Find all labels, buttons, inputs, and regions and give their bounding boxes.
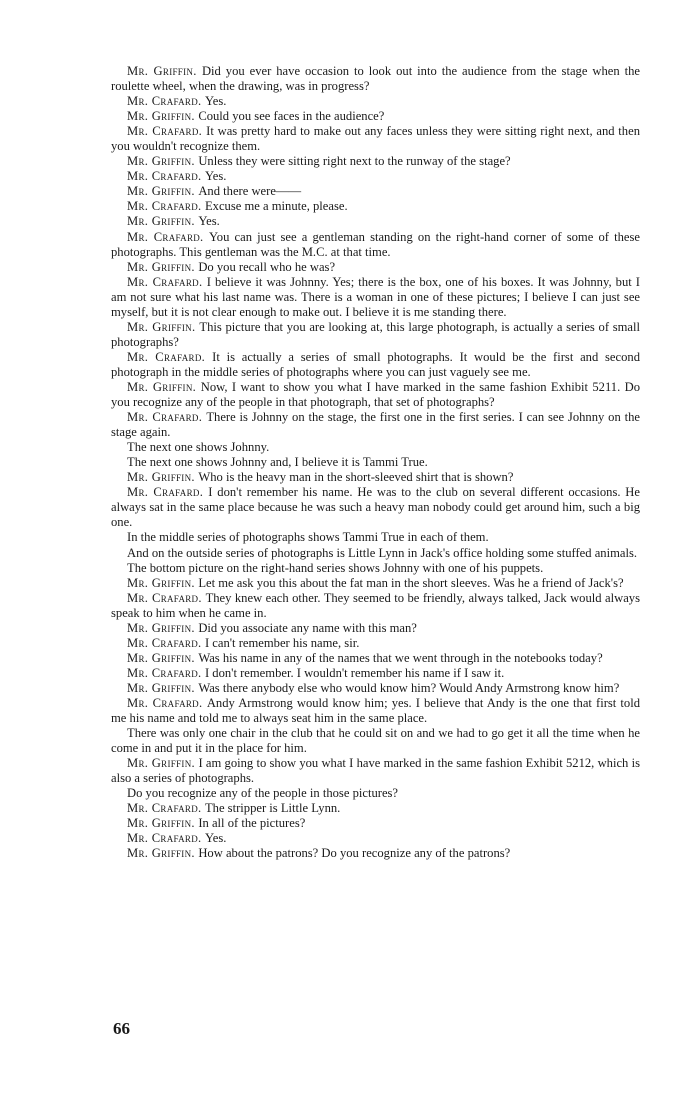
testimony-paragraph — [111, 275, 640, 320]
speaker-label: Mr. Griffin. — [127, 64, 197, 78]
speaker-label: Mr. Crafard. — [127, 665, 202, 680]
testimony-paragraph — [111, 94, 640, 109]
speaker-label: Mr. Griffin. — [127, 379, 197, 394]
utterance-text: Let me ask you this about the fat man in the short sleeves. Was he a friend of Jack's? — [198, 575, 624, 590]
testimony-paragraph — [111, 320, 640, 350]
utterance-text: The bottom picture on the right-hand series shows Johnny with one of his puppets. — [127, 560, 544, 575]
speaker-label: Mr. Griffin. — [127, 650, 195, 665]
speaker-label: Mr. Griffin. — [127, 109, 195, 124]
testimony-paragraph — [111, 681, 640, 696]
testimony-paragraph — [111, 561, 640, 576]
testimony-paragraph — [111, 786, 640, 801]
speaker-label: Mr. Crafard. — [127, 349, 206, 364]
utterance-text: Was his name in any of the names that we went through in the notebooks today? — [198, 650, 603, 665]
utterance-text: Do you recall who he was? — [198, 259, 336, 274]
utterance-text: I am going to show you what I have marked in the same fashion Exhibit 5212, which is also a series of photographs. — [111, 756, 640, 786]
speaker-label: Mr. Crafard. — [127, 831, 202, 846]
speaker-label: Mr. Crafard. — [127, 199, 202, 214]
utterance-text: The next one shows Johnny and, I believe it is Tammi True. — [127, 455, 428, 470]
speaker-label: Mr. Griffin. — [127, 184, 195, 199]
utterance-text: And there were—— — [198, 184, 302, 199]
testimony-paragraph — [111, 440, 640, 455]
testimony-paragraph — [111, 485, 640, 530]
testimony-paragraph — [111, 546, 640, 561]
speaker-label: Mr. Griffin. — [127, 680, 195, 695]
testimony-paragraph — [111, 591, 640, 621]
utterance-text: Did you associate any name with this man? — [198, 620, 417, 635]
testimony-text — [111, 64, 640, 861]
testimony-paragraph — [111, 801, 640, 816]
utterance-text: This picture that you are looking at, this large photograph, is actually a series of small photographs? — [111, 319, 640, 349]
speaker-label: Mr. Griffin. — [127, 259, 195, 274]
speaker-label: Mr. Crafard. — [127, 485, 204, 500]
utterance-text: The next one shows Johnny. — [127, 440, 270, 455]
utterance-text: Andy Armstrong would know him; yes. I believe that Andy is the one that first told me his name and told me to always seat him in the same place. — [111, 695, 640, 726]
speaker-label: Mr. Crafard. — [127, 695, 203, 710]
utterance-text: I don't remember his name. He was to the club on several different occasions. He always sat in the same place because he was such a heavy man nobody could get around him, such a big one. — [111, 485, 640, 530]
utterance-text: I can't remember his name, sir. — [204, 635, 360, 650]
testimony-paragraph — [111, 455, 640, 470]
testimony-paragraph — [111, 576, 640, 591]
testimony-paragraph — [111, 831, 640, 846]
utterance-text: How about the patrons? Do you recognize any of the patrons? — [198, 846, 511, 861]
testimony-paragraph — [111, 846, 640, 861]
testimony-paragraph — [111, 696, 640, 726]
testimony-paragraph — [111, 260, 640, 275]
testimony-paragraph — [111, 726, 640, 756]
speaker-label: Mr. Crafard. — [127, 635, 202, 650]
testimony-paragraph — [111, 154, 640, 169]
testimony-paragraph — [111, 816, 640, 831]
utterance-text: Was there anybody else who would know him? Would Andy Armstrong know him? — [198, 680, 620, 695]
speaker-label: Mr. Crafard. — [127, 274, 203, 289]
speaker-label: Mr. Crafard. — [127, 801, 202, 816]
testimony-paragraph — [111, 214, 640, 229]
speaker-label: Mr. Griffin. — [127, 214, 195, 229]
speaker-label: Mr. Griffin. — [127, 846, 195, 861]
utterance-text: Yes. — [198, 214, 220, 229]
utterance-text: In the middle series of photographs shows Tammi True in each of them. — [127, 530, 489, 545]
testimony-paragraph — [111, 621, 640, 636]
utterance-text: Unless they were sitting right next to the runway of the stage? — [198, 154, 511, 169]
testimony-paragraph — [111, 350, 640, 380]
testimony-paragraph — [111, 636, 640, 651]
testimony-paragraph — [111, 666, 640, 681]
speaker-label: Mr. Griffin. — [127, 470, 195, 485]
utterance-text: It was pretty hard to make out any faces unless they were sitting right next, and then you wouldn't recognize them. — [111, 124, 640, 154]
utterance-text: The stripper is Little Lynn. — [204, 801, 341, 816]
utterance-text: Now, I want to show you what I have marked in the same fashion Exhibit 5211. Do you recognize any of the people in that photograph, that set of photographs? — [111, 379, 640, 410]
testimony-paragraph — [111, 124, 640, 154]
utterance-text: I believe it was Johnny. Yes; there is the box, one of his boxes. It was Johnny, but I am not sure what his last name was. There is a woman in one of these pictures; I believe I can just see myself, but it is not clear enough to make out. I believe it is me standing there. — [111, 274, 640, 319]
utterance-text: Yes. — [204, 169, 227, 184]
utterance-text: I don't remember. I wouldn't remember his name if I saw it. — [204, 665, 505, 680]
utterance-text: There is Johnny on the stage, the first one in the first series. I can see Johnny on the stage again. — [111, 410, 640, 440]
speaker-label: Mr. Crafard. — [127, 590, 202, 605]
utterance-text: You can just see a gentleman standing on the right-hand corner of some of these photographs. This gentleman was the M.C. at that time. — [111, 229, 640, 259]
speaker-label: Mr. Crafard. — [127, 169, 202, 184]
utterance-text: They knew each other. They seemed to be friendly, always talked, Jack would always speak to him when he came in. — [111, 590, 640, 620]
speaker-label: Mr. Griffin. — [127, 319, 196, 334]
speaker-label: Mr. Crafard. — [127, 229, 204, 244]
speaker-label: Mr. Griffin. — [127, 575, 195, 590]
utterance-text: There was only one chair in the club that he could sit on and we had to go get it all the time when he come in and put it in the place for him. — [111, 726, 640, 756]
utterance-text: Yes. — [204, 94, 227, 109]
utterance-text: Excuse me a minute, please. — [204, 199, 348, 214]
testimony-paragraph — [111, 199, 640, 214]
testimony-paragraph — [111, 64, 640, 94]
utterance-text: Yes. — [204, 831, 227, 846]
utterance-text: Who is the heavy man in the short-sleeved shirt that is shown? — [198, 470, 514, 485]
utterance-text: Did you ever have occasion to look out into the audience from the stage when the roulette wheel, when the drawing, was in progress? — [111, 64, 641, 94]
testimony-paragraph — [111, 470, 640, 485]
speaker-label: Mr. Griffin. — [127, 756, 195, 771]
speaker-label: Mr. Griffin. — [127, 620, 195, 635]
utterance-text: It is actually a series of small photographs. It would be the first and second photograph in the middle series of photographs where you can just vaguely see me. — [111, 349, 640, 379]
testimony-paragraph — [111, 169, 640, 184]
speaker-label: Mr. Griffin. — [127, 154, 195, 169]
testimony-paragraph — [111, 651, 640, 666]
testimony-paragraph — [111, 230, 640, 260]
utterance-text: Could you see faces in the audience? — [198, 109, 385, 124]
testimony-paragraph — [111, 380, 640, 410]
testimony-paragraph — [111, 184, 640, 199]
speaker-label: Mr. Crafard. — [127, 410, 203, 425]
page-number: 66 — [113, 1019, 130, 1038]
testimony-paragraph — [111, 530, 640, 545]
testimony-paragraph — [111, 756, 640, 786]
testimony-paragraph — [111, 109, 640, 124]
utterance-text: And on the outside series of photographs is Little Lynn in Jack's office holding some stuffed animals. — [127, 545, 638, 560]
utterance-text: In all of the pictures? — [198, 816, 306, 831]
speaker-label: Mr. Crafard. — [127, 124, 203, 139]
speaker-label: Mr. Griffin. — [127, 816, 195, 831]
utterance-text: Do you recognize any of the people in those pictures? — [127, 786, 399, 801]
testimony-paragraph — [111, 410, 640, 440]
speaker-label: Mr. Crafard. — [127, 94, 202, 109]
